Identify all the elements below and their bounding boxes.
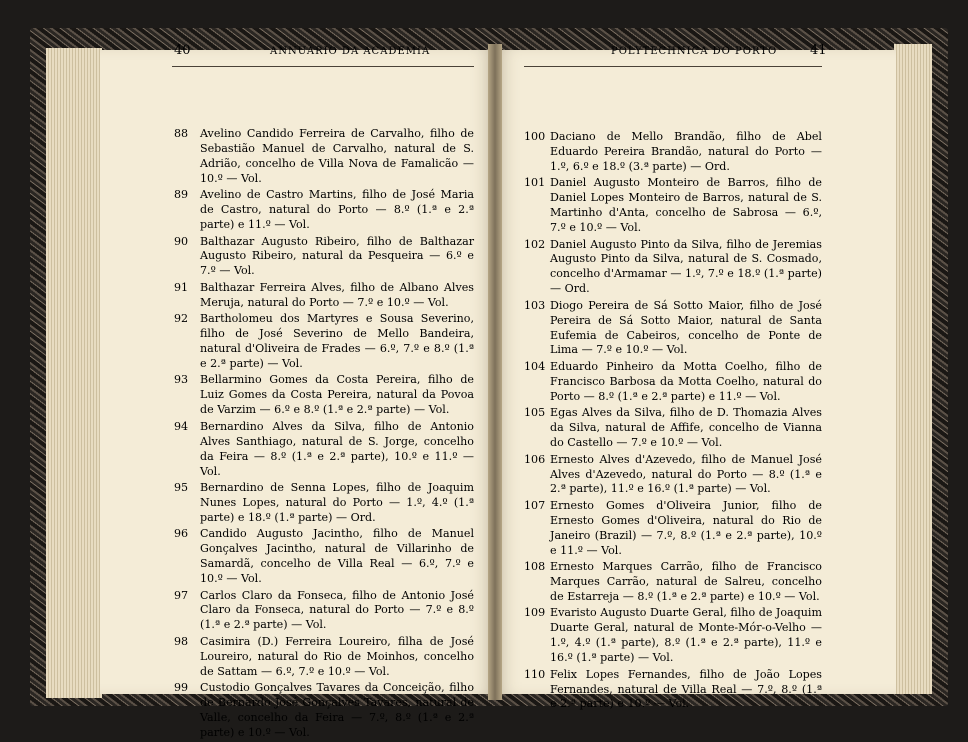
entry-text: Evaristo Augusto Duarte Geral, filho de Joaquim Duarte Geral, natural de Monte-Mór-o-Velho — 1.º, 4.º (1.ª parte), 8.º (1.ª e 2.ª parte), 11.º e 16.º (1.ª parte) — Vol. [550,606,822,665]
list-item [524,668,822,713]
left-header-rule [172,66,474,67]
entry-text: Daniel Augusto Monteiro de Barros, filho de Daniel Lopes Monteiro de Barros, natural de S. Martinho d'Anta, concelho de Sabrosa — 6.º, 7.º e 10.º — Vol. [550,176,822,235]
entry-text: Balthazar Ferreira Alves, filho de Albano Alves Meruja, natural do Porto — 7.º e 10.º — Vol. [200,280,474,309]
page-edges-left [46,48,102,698]
left-page-number: 40 [174,43,191,58]
left-entry-list [174,127,474,742]
entry-text: Ernesto Marques Carrão, filho de Francisco Marques Carrão, natural de Salreu, concelho de Estarreja — 8.º (1.ª e 2.ª parte) e 10.º — Vol. [550,560,822,603]
list-item [524,299,822,359]
left-running-head: ANNUARIO DA ACADEMIA [270,46,431,57]
entry-text: Ernesto Gomes d'Oliveira Junior, filho de Ernesto Gomes d'Oliveira, natural do Rio de Janeiro (Brazil) — 7.º, 8.º (1.ª e 2.ª parte), 10.º e 11.º — Vol. [550,498,822,557]
entry-text: Daniel Augusto Pinto da Silva, filho de Jeremias Augusto Pinto da Silva, natural de S. Cosmado, concelho d'Armamar — 1.º, 7.º e 18.º (1.ª parte) — Ord. [550,237,822,296]
entry-number: 88 [174,127,189,140]
entry-text: Egas Alves da Silva, filho de D. Thomazia Alves da Silva, natural de Affife, concelho de Vianna do Castello — 7.º e 10.º — Vol. [550,406,822,450]
list-item [174,420,474,480]
list-item [524,606,822,666]
list-item [174,127,474,187]
entry-number: 98 [174,634,189,648]
entry-number: 101 [524,176,546,190]
entry-number: 106 [524,452,546,466]
entry-text: Avelino de Castro Martins, filho de José Maria de Castro, natural do Porto — 8.º (1.ª e 2.ª parte) e 11.º — Vol. [200,188,474,232]
entry-number: 105 [524,406,546,420]
entry-text: Balthazar Augusto Ribeiro, filho de Balthazar Augusto Ribeiro, natural da Pesqueira — 6.º e 7.º — Vol. [200,234,474,278]
list-item [174,589,474,634]
entry-text: Bernardino Alves da Silva, filho de Antonio Alves Santhiago, natural de S. Jorge, concelho da Feira — 8.º (1.ª e 2.ª parte), 10.º e 11.º — Vol. [200,419,474,478]
list-item [524,360,822,405]
entry-text: Carlos Claro da Fonseca, filho de Antonio José Claro da Fonseca, natural do Porto — 7.º e 8.º (1.ª e 2.ª parte) — Vol. [200,588,474,632]
entry-text: Bellarmino Gomes da Costa Pereira, filho de Luiz Gomes da Costa Pereira, natural da Povoa de Varzim — 6.º e 8.º (1.ª e 2.ª parte) — Vol. [200,373,474,417]
entry-number: 108 [524,560,546,574]
book-gutter [488,44,502,700]
list-item [524,499,822,559]
entry-number: 95 [174,481,189,494]
right-running-head: POLYTECHNICA DO PORTO [611,46,778,57]
list-item [524,406,822,451]
entry-number: 100 [524,130,546,143]
entry-number: 91 [174,280,189,294]
entry-number: 109 [524,606,546,620]
right-entry-list [524,130,822,714]
list-item [524,130,822,175]
entry-number: 90 [174,234,189,248]
entry-text: Avelino Candido Ferreira de Carvalho, filho de Sebastião Manuel de Carvalho, natural de S. Adrião, concelho de Villa Nova de Famalicão — 10.º — Vol. [200,127,474,185]
entry-number: 89 [174,188,189,202]
entry-number: 102 [524,237,546,251]
entry-text: Felix Lopes Fernandes, filho de João Lopes Fernandes, natural de Villa Real — 7.º, 8.º (1.ª e 2.ª parte) e 10.º — Vol. [550,667,822,711]
entry-text: Bernardino de Senna Lopes, filho de Joaquim Nunes Lopes, natural do Porto — 1.º, 4.º (1.ª parte) e 18.º (1.ª parte) — Ord. [200,481,474,524]
list-item [174,188,474,233]
list-item [524,560,822,605]
right-page-number: 41 [810,43,827,58]
list-item [174,312,474,372]
entry-number: 103 [524,298,546,312]
page-edges-right [894,44,932,694]
entry-number: 104 [524,359,546,373]
entry-text: Ernesto Alves d'Azevedo, filho de Manuel José Alves d'Azevedo, natural do Porto — 8.º (1.ª e 2.ª parte), 11.º e 16.º (1.ª parte) — Vol. [550,452,822,496]
list-item [174,681,474,741]
list-item [174,235,474,280]
list-item [524,453,822,498]
entry-number: 96 [174,527,189,541]
entry-text: Diogo Pereira de Sá Sotto Maior, filho de José Pereira de Sá Sotto Maior, natural de Santa Eufemia de Cabeiros, concelho de Ponte de Lima — 7.º e 10.º — Vol. [550,298,822,357]
entry-text: Casimira (D.) Ferreira Loureiro, filha de José Loureiro, natural do Rio de Moinhos, concelho de Sattam — 6.º, 7.º e 10.º — Vol. [200,634,474,678]
list-item [174,373,474,418]
entry-text: Candido Augusto Jacintho, filho de Manuel Gonçalves Jacintho, natural de Villarinho de Samardã, concelho de Villa Real — 6.º, 7.º e 10.º — Vol. [200,527,474,586]
entry-number: 92 [174,312,189,326]
entry-number: 93 [174,373,189,387]
entry-number: 99 [174,681,189,695]
entry-number: 110 [524,667,546,681]
entry-text: Bartholomeu dos Martyres e Sousa Severino, filho de José Severino de Mello Bandeira, natural d'Oliveira de Frades — 6.º, 7.º e 8.º (1.ª e 2.ª parte) — Vol. [200,312,474,370]
list-item [524,176,822,236]
entry-number: 94 [174,419,189,433]
right-header-rule [524,66,822,67]
list-item [524,238,822,298]
entry-number: 97 [174,588,189,602]
list-item [174,281,474,311]
entry-text: Daciano de Mello Brandão, filho de Abel Eduardo Pereira Brandão, natural do Porto — 1.º, 6.º e 18.º (3.ª parte) — Ord. [550,130,822,173]
entry-text: Eduardo Pinheiro da Motta Coelho, filho de Francisco Barbosa da Motta Coelho, natural do Porto — 8.º (1.ª e 2.ª parte) e 11.º — Vol. [550,359,822,403]
list-item [174,635,474,680]
entry-text: Custodio Gonçalves Tavares da Conceição, filho de Bernardo José Gonçalves Tavares, natural de Valle, concelho da Feira — 7.º, 8.º (1.ª e 2.ª parte) e 10.º — Vol. [200,681,474,739]
list-item [174,481,474,526]
list-item [174,527,474,587]
entry-number: 107 [524,498,546,512]
